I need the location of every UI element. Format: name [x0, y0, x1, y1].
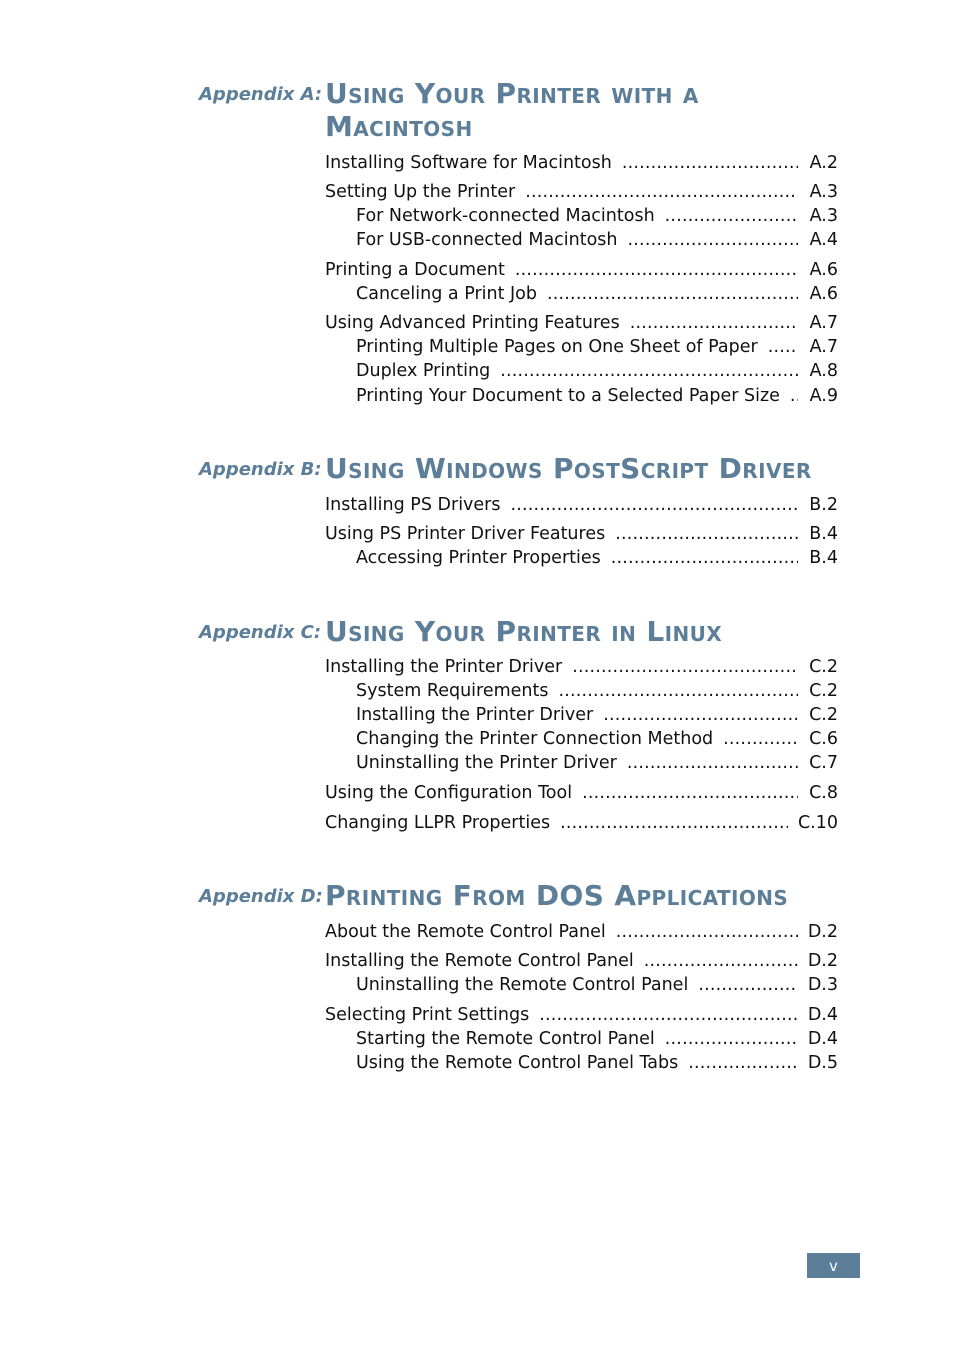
entry-page: A.3 [809, 182, 838, 202]
entry-page: D.5 [807, 1053, 838, 1073]
entry-title: Printing Your Document to a Selected Paper Size [356, 386, 780, 406]
leader-dots [628, 228, 798, 252]
toc-subentry[interactable] [356, 973, 838, 997]
entry-page: A.9 [809, 386, 838, 406]
toc-entry[interactable] [325, 949, 838, 973]
entry-title: Changing the Printer Connection Method [356, 729, 714, 749]
entry-title: Canceling a Print Job [356, 284, 537, 304]
leader-dots [630, 311, 798, 335]
toc-subentry[interactable] [356, 335, 838, 359]
entry-page: C.10 [797, 813, 838, 833]
leader-dots [616, 920, 798, 944]
entry-title: Changing LLPR Properties [325, 813, 551, 833]
entry-page: A.6 [809, 260, 838, 280]
entry-page: C.2 [809, 681, 838, 701]
toc-entry[interactable] [325, 311, 838, 335]
leader-dots [698, 973, 798, 997]
toc-subentry[interactable] [356, 703, 838, 727]
entry-page: D.4 [807, 1029, 838, 1049]
entry-title: Installing the Printer Driver [325, 657, 563, 677]
entry-page: B.4 [809, 548, 838, 568]
entry-title: About the Remote Control Panel [325, 922, 606, 942]
entry-title: Setting Up the Printer [325, 182, 516, 202]
appendix-title: Using Your Printer with a Macintosh [325, 77, 699, 143]
leader-dots [768, 335, 798, 359]
entry-page: C.8 [809, 783, 838, 803]
entry-page: A.7 [809, 337, 838, 357]
toc-subentry[interactable] [356, 204, 838, 228]
entry-title: System Requirements [356, 681, 549, 701]
toc-subentry[interactable] [356, 679, 838, 703]
entry-title: Selecting Print Settings [325, 1005, 530, 1025]
entry-page: A.8 [809, 361, 838, 381]
entry-page: C.7 [809, 753, 838, 773]
leader-dots [688, 1051, 798, 1075]
toc-subentry[interactable] [356, 751, 838, 775]
leader-dots [547, 282, 798, 306]
entry-title: Uninstalling the Remote Control Panel [356, 975, 689, 995]
leader-dots [582, 781, 798, 805]
toc-subentry[interactable] [356, 359, 838, 383]
entry-page: D.2 [807, 922, 838, 942]
entry-title: Using Advanced Printing Features [325, 313, 620, 333]
toc-subentry[interactable] [356, 546, 838, 570]
toc-entry[interactable] [325, 151, 838, 175]
toc-entry[interactable] [325, 1003, 838, 1027]
toc-entry[interactable] [325, 811, 838, 835]
appendix-title: Using Windows PostScript Driver [325, 452, 812, 485]
entry-title: For Network-connected Macintosh [356, 206, 655, 226]
leader-dots [515, 258, 798, 282]
toc-entry[interactable] [325, 781, 838, 805]
toc-entry[interactable] [325, 920, 838, 944]
leader-dots [572, 655, 798, 679]
leader-dots [603, 703, 798, 727]
appendix-label: Appendix D: [199, 886, 323, 907]
toc-subentry[interactable] [356, 228, 838, 252]
entry-page: D.2 [807, 951, 838, 971]
entry-page: A.6 [809, 284, 838, 304]
toc-subentry[interactable] [356, 1051, 838, 1075]
toc-entry[interactable] [325, 493, 838, 517]
leader-dots [511, 493, 799, 517]
toc-subentry[interactable] [356, 282, 838, 306]
entry-page: A.2 [809, 153, 838, 173]
appendix-label: Appendix A: [199, 84, 323, 105]
entry-title: For USB-connected Macintosh [356, 230, 618, 250]
entry-page: B.4 [809, 524, 838, 544]
entry-page: A.4 [809, 230, 838, 250]
entry-page: A.7 [809, 313, 838, 333]
entry-page: B.2 [809, 495, 838, 515]
entry-page: D.3 [807, 975, 838, 995]
entry-title: Using PS Printer Driver Features [325, 524, 606, 544]
appendix-title: Using Your Printer in Linux [325, 615, 723, 648]
leader-dots [622, 151, 798, 175]
entry-page: C.2 [809, 705, 838, 725]
leader-dots [560, 811, 788, 835]
leader-dots [665, 1027, 798, 1051]
entry-title: Starting the Remote Control Panel [356, 1029, 655, 1049]
leader-dots [615, 522, 798, 546]
entry-title: Installing the Printer Driver [356, 705, 594, 725]
entry-page: A.3 [809, 206, 838, 226]
leader-dots [558, 679, 798, 703]
toc-subentry[interactable] [356, 727, 838, 751]
leader-dots [790, 384, 798, 408]
appendix-title: Printing From DOS Applications [325, 879, 789, 912]
entry-page: C.2 [809, 657, 838, 677]
entry-title: Using the Remote Control Panel Tabs [356, 1053, 679, 1073]
leader-dots [644, 949, 798, 973]
leader-dots [611, 546, 798, 570]
entry-page: D.4 [807, 1005, 838, 1025]
toc-subentry[interactable] [356, 384, 838, 408]
toc-entry[interactable] [325, 258, 838, 282]
page-number-badge: v [807, 1253, 860, 1278]
leader-dots [627, 751, 798, 775]
entry-title: Installing PS Drivers [325, 495, 501, 515]
entry-title: Installing Software for Macintosh [325, 153, 612, 173]
entry-title: Accessing Printer Properties [356, 548, 601, 568]
appendix-label: Appendix C: [199, 622, 322, 643]
entry-title: Duplex Printing [356, 361, 491, 381]
appendix-label: Appendix B: [199, 459, 322, 480]
entry-title: Printing a Document [325, 260, 505, 280]
leader-dots [539, 1003, 798, 1027]
toc-subentry[interactable] [356, 1027, 838, 1051]
toc-entry[interactable] [325, 655, 838, 679]
entry-page: C.6 [809, 729, 838, 749]
leader-dots [525, 180, 798, 204]
toc-entry[interactable] [325, 180, 838, 204]
entry-title: Using the Configuration Tool [325, 783, 573, 803]
entry-title: Uninstalling the Printer Driver [356, 753, 617, 773]
leader-dots [500, 359, 798, 383]
toc-entry[interactable] [325, 522, 838, 546]
leader-dots [665, 204, 798, 228]
entry-title: Installing the Remote Control Panel [325, 951, 634, 971]
leader-dots [723, 727, 798, 751]
entry-title: Printing Multiple Pages on One Sheet of Paper [356, 337, 758, 357]
